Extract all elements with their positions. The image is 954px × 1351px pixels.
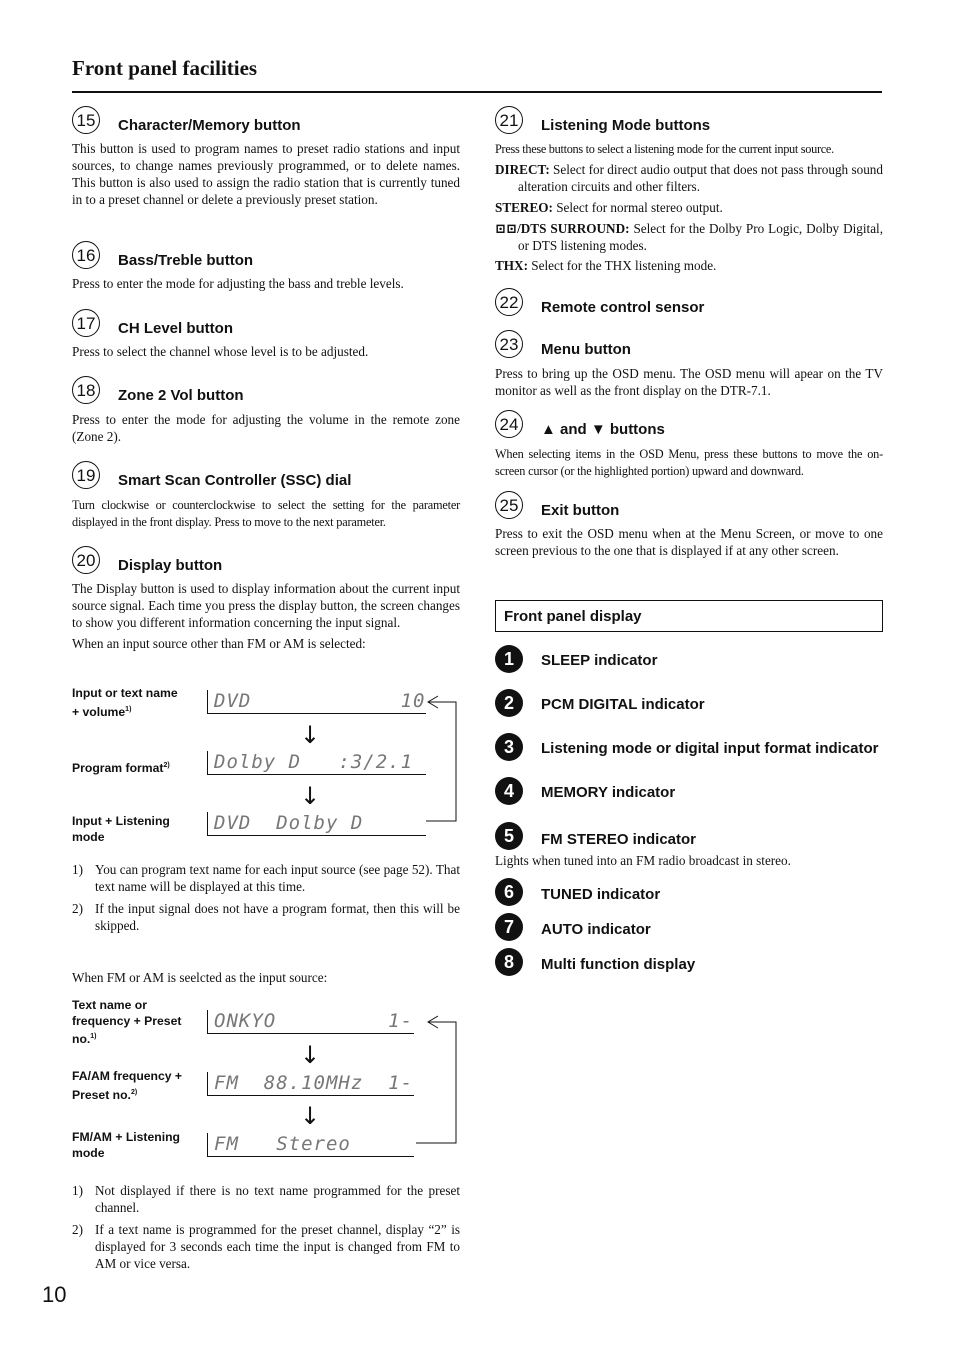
circled-number: 21 [495,106,523,134]
front-panel-display-header [495,600,883,632]
indicator-heading: SLEEP indicator [541,652,658,669]
note-item: 2) If the input signal does not have a program format, then this will be skipped. [72,900,460,933]
arrow-down-icon: ↓ [300,721,321,749]
filled-number: 1 [495,645,523,673]
filled-number: 5 [495,822,523,850]
filled-number: 3 [495,733,523,761]
section-heading: ▲ and ▼ buttons [541,421,665,438]
display-readout-6: FM Stereo [207,1133,414,1157]
section-heading: Zone 2 Vol button [118,387,244,404]
section-body: Press to enter the mode for adjusting the volume in the remote zone (Zone 2). [72,412,460,444]
diagram2-label-3: FM/AM + Listening mode [72,1130,180,1160]
title-rule [72,91,882,93]
section-body: Press to bring up the OSD menu. The OSD menu will apear on the TV monitor as well as the front display on the DTR-7.1. [495,366,883,398]
indicator-heading: PCM DIGITAL indicator [541,696,705,713]
section-body: Press to select the channel whose level is to be adjusted. [72,344,369,359]
diagram2-label-2: FA/AM frequency + Preset no.$^{2)}$ [72,1069,183,1102]
section-heading: Smart Scan Controller (SSC) dial [118,472,352,489]
notes-1 [72,862,460,940]
circled-number: 19 [72,461,100,489]
loop-arrow-icon [414,1014,464,1146]
circled-number: 15 [72,106,100,134]
section-heading: Menu button [541,341,631,358]
indicator-heading: TUNED indicator [541,886,661,903]
section-body: Press to exit the OSD menu when at the Menu Screen, or move to one screen previous to the one that is displayed if at any other screen. [495,526,883,558]
indicator-heading: FM STEREO indicator [541,831,697,848]
section-heading: Display button [118,557,223,574]
section-heading: Remote control sensor [541,299,705,316]
filled-number: 4 [495,777,523,805]
diagram1-label-2: Program format$^{2)}$ [72,761,170,776]
display-readout-3: DVD Dolby D [207,812,426,836]
diagram1-label-1: Input or text name + volume$^{1)}$ [72,686,178,719]
loop-arrow-icon [424,694,464,824]
section-heading: Character/Memory button [118,117,301,134]
filled-number: 6 [495,878,523,906]
indicator-heading: Multi function display [541,956,696,973]
indicator-heading: AUTO indicator [541,921,651,938]
section-body: The Display button is used to display information about the current input source signal. Each time you press the display button, the screen changes to show you different information concerning the input signal. [72,581,460,630]
filled-number: 2 [495,689,523,717]
circled-number: 23 [495,330,523,358]
page-title: Front panel facilities [72,56,258,80]
mode-item-direct: DIRECT: Select for direct audio output that does not pass through sound alteration circuits and other filters. [495,161,883,194]
note-item: 1) Not displayed if there is no text name programmed for the preset channel. [72,1183,460,1215]
filled-number: 7 [495,913,523,941]
filled-number: 8 [495,948,523,976]
notes-2 [72,1183,460,1278]
circled-number: 17 [72,309,100,337]
arrow-down-icon: ↓ [300,782,321,810]
arrow-down-icon: ↓ [300,1102,321,1130]
section-heading: CH Level button [118,320,233,337]
display-readout-5: FM 88.10MHz 1- [207,1072,414,1096]
section-intro: Press these buttons to select a listening mode for the current input source. [495,142,834,156]
diagram2-label-1: Text name or frequency + Preset no.$^{1)}$ [72,998,182,1047]
display-readout-1: DVD 10 [207,690,426,714]
display-readout-4: ONKYO 1- [207,1010,414,1034]
mode-item-thx: THX: Select for the THX listening mode. [495,258,717,274]
section-body: This button is used to program names to preset radio stations and input sources, to change names previously programmed, or to delete names. This button is also used to assign the radio station that is currently tuned in to a preset channel or delete a previously preset station. [72,141,460,207]
circled-number: 16 [72,241,100,269]
page-number: 10 [42,1282,67,1307]
section-body-wrap [72,581,460,657]
fm-intro: When FM or AM is seelcted as the input source: [72,970,328,985]
section-body-wrap [495,141,883,279]
display-readout-2: Dolby D :3/2.1 [207,751,426,775]
note-item: 1) You can program text name for each input source (see page 52). That text name will be displayed at this time. [72,862,460,894]
front-panel-display-title: Front panel display [504,608,642,625]
section-heading: Listening Mode buttons [541,117,711,134]
section-body: Turn clockwise or counterclockwise to select the setting for the parameter displayed in the front display. Press to move to the next parameter. [72,498,460,529]
section-body: When selecting items in the OSD Menu, press these buttons to move the on-screen cursor (or the highlighted portion) upward and downward. [495,447,883,478]
section-body: Press to enter the mode for adjusting the bass and treble levels. [72,276,404,291]
circled-number: 20 [72,546,100,574]
circled-number: 18 [72,376,100,404]
mode-item-stereo: STEREO: Select for normal stereo output. [495,199,723,215]
circled-number: 22 [495,288,523,316]
section-heading: Bass/Treble button [118,252,254,269]
arrow-down-icon: ↓ [300,1041,321,1069]
circled-number: 24 [495,410,523,438]
indicator-heading: Listening mode or digital input format indicator [541,740,879,757]
circled-number: 25 [495,491,523,519]
mode-item-surround: ⊡⊡/DTS SURROUND: Select for the Dolby Pro Logic, Dolby Digital, or DTS listening modes. [495,220,884,253]
indicator-body: Lights when tuned into an FM radio broadcast in stereo. [495,853,791,868]
diagram1-label-3: Input + Listening mode [72,814,170,844]
note-item: 2) If a text name is programmed for the preset channel, display “2” is displayed for 3 seconds each time the input is changed from FM to AM or vice versa. [72,1221,460,1271]
indicator-heading: MEMORY indicator [541,784,676,801]
section-body-2: When an input source other than FM or AM is selected: [72,635,366,651]
section-heading: Exit button [541,502,620,519]
